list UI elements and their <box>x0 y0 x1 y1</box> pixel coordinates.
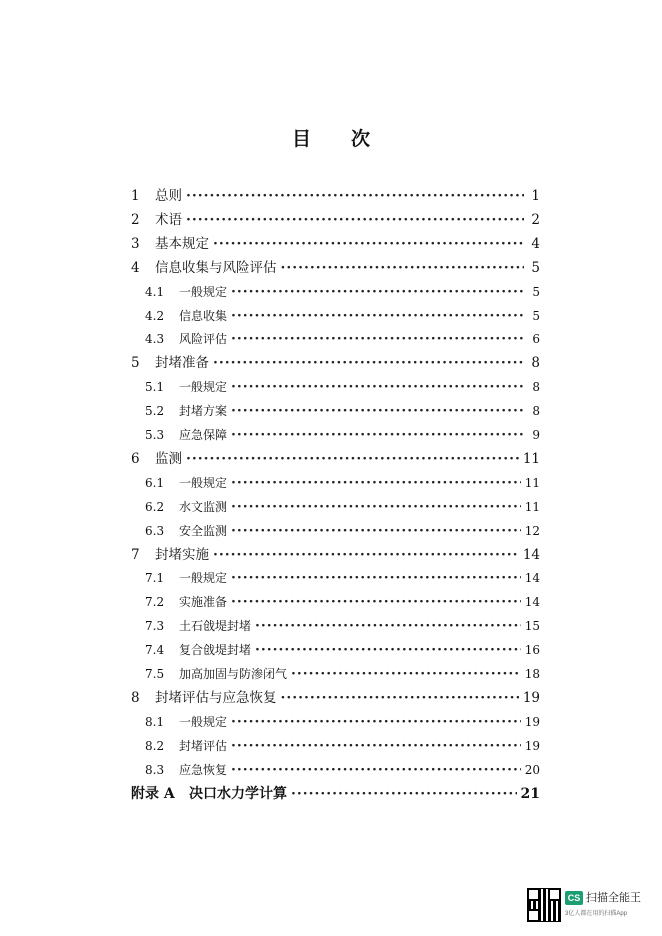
toc-entry[interactable] <box>145 329 540 349</box>
toc-entry-number: 5 <box>131 355 140 372</box>
toc-leader-dots <box>281 258 525 280</box>
toc-entry-label: 实施准备 <box>179 595 228 610</box>
toc-leader-dots <box>213 545 519 567</box>
title-char-2: 次 <box>351 128 371 150</box>
toc-entry-number: 5.1 <box>145 380 165 395</box>
toc-entry-label: 封堵准备 <box>155 355 209 372</box>
toc-entry-page: 14 <box>524 571 540 586</box>
toc-entry-number: 5.3 <box>145 428 165 442</box>
toc-leader-dots <box>186 186 524 208</box>
toc-leader-dots <box>231 306 524 328</box>
toc-entry-number: 7.3 <box>145 619 165 634</box>
toc-entry[interactable] <box>131 449 540 469</box>
toc-entry-label: 信息收集 <box>179 308 228 323</box>
toc-entry-page: 11 <box>522 450 540 467</box>
toc-entry-label: 封堵评估与应急恢复 <box>155 689 277 706</box>
toc-entry-page: 14 <box>522 546 540 563</box>
toc-entry-label: 封堵方案 <box>179 404 228 419</box>
toc-entry-label: 加高加固与防渗闭气 <box>179 667 288 681</box>
watermark-tagline: 3亿人都在用的扫描App <box>565 911 628 917</box>
toc-entry-page: 8 <box>532 380 540 395</box>
toc-entry-page: 8 <box>532 404 540 419</box>
toc-entry-label: 监测 <box>155 450 182 467</box>
toc-entry[interactable] <box>145 521 540 541</box>
toc-entry-page: 15 <box>524 619 540 634</box>
scanner-watermark <box>527 888 647 928</box>
toc-entry-label: 一般规定 <box>179 380 228 395</box>
toc-entry-number: 8.1 <box>145 714 165 729</box>
toc-entry-number: 6.1 <box>145 475 165 490</box>
toc-entry[interactable] <box>145 497 540 517</box>
toc-entry-page: 6 <box>532 332 540 347</box>
toc-entry-label: 封堵评估 <box>179 738 228 753</box>
toc-entry[interactable] <box>145 640 540 660</box>
toc-entry[interactable] <box>131 210 540 230</box>
toc-entry-page: 19 <box>524 738 540 753</box>
toc-leader-dots <box>231 521 521 543</box>
toc-entry-label: 一般规定 <box>179 475 228 490</box>
toc-entry-label: 基本规定 <box>155 235 209 252</box>
toc-entry-number: 2 <box>131 211 140 228</box>
toc-entry-number: 3 <box>131 235 140 252</box>
toc-leader-dots <box>231 473 521 495</box>
toc-entry[interactable] <box>131 353 540 373</box>
toc-entry-page: 16 <box>524 643 540 658</box>
toc-leader-dots <box>281 688 519 710</box>
toc-entry-page: 5 <box>532 308 540 323</box>
toc-entry-page: 4 <box>531 235 540 252</box>
toc-entry-number: 4.2 <box>145 308 165 323</box>
toc-leader-dots <box>213 353 524 375</box>
toc-entry-number: 6.2 <box>145 499 165 514</box>
toc-entry[interactable] <box>131 234 540 254</box>
qr-code-icon <box>527 888 561 922</box>
toc-entry[interactable] <box>145 760 540 780</box>
toc-entry-page: 1 <box>531 188 540 204</box>
toc-entry-page: 18 <box>524 667 540 681</box>
toc-entry-page: 14 <box>524 595 540 610</box>
toc-entry-number: 8 <box>131 689 140 706</box>
toc-leader-dots <box>213 234 524 256</box>
toc-entry[interactable] <box>131 186 540 206</box>
toc-entry-page: 9 <box>532 428 540 442</box>
toc-entry-number: 7.1 <box>145 571 165 586</box>
watermark-name: 扫描全能王 <box>586 892 641 904</box>
toc-entry-number: 7 <box>131 546 140 563</box>
title-char-1: 目 <box>291 128 311 150</box>
toc-leader-dots <box>231 401 524 423</box>
toc-leader-dots <box>186 449 519 471</box>
toc-entry[interactable] <box>145 306 540 326</box>
toc-entry[interactable] <box>145 592 540 612</box>
toc-leader-dots <box>231 712 521 734</box>
toc-entry-label: 安全监测 <box>179 523 228 538</box>
toc-entry-page: 11 <box>524 499 540 514</box>
toc-entry-number: 6.3 <box>145 523 165 538</box>
toc-entry-page: 2 <box>531 211 540 228</box>
toc-leader-dots <box>231 736 521 758</box>
toc-entry-page: 5 <box>532 284 540 299</box>
toc-entry[interactable] <box>145 401 540 421</box>
toc-entry-number: 4.3 <box>145 332 165 347</box>
toc-entry-label: 一般规定 <box>179 284 228 299</box>
toc-entry-number: 附录 A <box>131 785 175 802</box>
toc-leader-dots <box>231 760 521 782</box>
toc-entry-number: 8.3 <box>145 762 165 777</box>
toc-leader-dots <box>255 640 521 662</box>
toc-leader-dots <box>231 329 524 351</box>
toc-entry-page: 5 <box>531 259 540 276</box>
toc-entry-number: 7.4 <box>145 643 165 658</box>
toc-entry[interactable] <box>145 377 540 397</box>
toc-entry[interactable] <box>145 473 540 493</box>
page-title <box>0 124 662 151</box>
toc-entry-label: 一般规定 <box>179 571 228 586</box>
toc-entry-page: 19 <box>522 689 540 706</box>
toc-entry[interactable] <box>145 664 540 684</box>
toc-entry-number: 5.2 <box>145 404 165 419</box>
toc-leader-dots <box>255 616 521 638</box>
toc-entry-label: 水文监测 <box>179 499 228 514</box>
toc-entry-number: 4 <box>131 259 140 276</box>
toc-entry-number: 1 <box>131 188 140 204</box>
toc-leader-dots <box>231 568 521 590</box>
toc-entry-label: 决口水力学计算 <box>189 785 287 802</box>
toc-entry[interactable] <box>145 712 540 732</box>
toc-leader-dots <box>231 282 524 304</box>
toc-entry-label: 封堵实施 <box>155 546 209 563</box>
toc-entry-label: 应急恢复 <box>179 762 228 777</box>
toc-entry[interactable] <box>131 784 540 804</box>
toc-entry-page: 8 <box>531 355 540 372</box>
toc-entry-number: 4.1 <box>145 284 165 299</box>
toc-leader-dots <box>291 664 521 686</box>
toc-leader-dots <box>231 592 521 614</box>
toc-entry[interactable] <box>131 688 540 708</box>
toc-leader-dots <box>291 784 517 806</box>
toc-entry-number: 8.2 <box>145 738 165 753</box>
toc-entry[interactable] <box>131 258 540 278</box>
toc-leader-dots <box>231 377 524 399</box>
toc-entry[interactable] <box>145 282 540 302</box>
toc-leader-dots <box>231 425 524 447</box>
toc-entry-label: 信息收集与风险评估 <box>155 259 277 276</box>
toc-entry-label: 术语 <box>155 211 182 228</box>
toc-entry-label: 总则 <box>155 188 182 204</box>
toc-entry[interactable] <box>145 425 540 445</box>
camscanner-logo-icon: CS <box>565 891 583 905</box>
toc-entry-page: 20 <box>524 762 540 777</box>
toc-entry-page: 12 <box>524 523 540 538</box>
toc-entry-label: 土石戗堤封堵 <box>179 619 252 634</box>
toc-entry-label: 应急保障 <box>179 428 228 442</box>
toc-entry-label: 一般规定 <box>179 714 228 729</box>
toc-entry-page: 11 <box>524 475 540 490</box>
toc-entry[interactable] <box>145 568 540 588</box>
toc-leader-dots <box>186 210 524 232</box>
toc-entry[interactable] <box>131 545 540 565</box>
toc-entry-number: 7.2 <box>145 595 165 610</box>
toc-entry-page: 19 <box>524 714 540 729</box>
toc-entry[interactable] <box>145 736 540 756</box>
toc-entry-number: 6 <box>131 450 140 467</box>
toc-entry-number: 7.5 <box>145 667 165 681</box>
toc-entry-page: 21 <box>520 785 540 802</box>
toc-entry-label: 风险评估 <box>179 332 228 347</box>
toc-entry[interactable] <box>145 616 540 636</box>
toc-entry-label: 复合戗堤封堵 <box>179 643 252 658</box>
toc-leader-dots <box>231 497 521 519</box>
